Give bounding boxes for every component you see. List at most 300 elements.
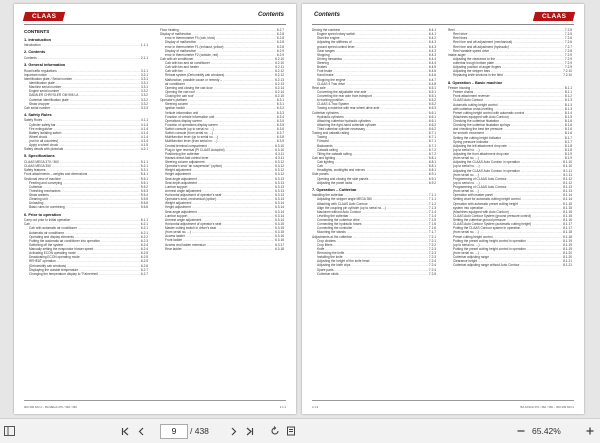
toc-entry-title: Opening and closing the side panels ..... (312, 177, 428, 181)
toc-entry-title: Adjusting the clearance to the ..... (448, 57, 564, 61)
toc-entry-page: 5.2.1 (140, 164, 148, 169)
claas-logo-text: CLAAS (31, 13, 57, 20)
toc-entry-title: Height adjustment ..... (160, 205, 274, 209)
toc-entry-page: 7.2.9 (564, 61, 572, 65)
toc-entry-page: 8.1.17 (563, 222, 572, 227)
toc-entry-title: CLAAS 4-Trac System ..... (312, 102, 428, 106)
toc-entry-page: 6.3.12 (275, 172, 284, 177)
toc-entry-title: Closing the cab roof ..... (160, 94, 274, 98)
toc-entry-page: 6.7.1 (428, 139, 436, 144)
toc-entry-title: (from serial no. ...) ..... (448, 251, 562, 255)
toc-entry-page: 8.1.2 (564, 94, 572, 99)
toc-entry-title: Display of malfunction ..... (160, 40, 276, 44)
toc-entry-title: system into operation ..... (448, 206, 562, 210)
toc-entry-title: Feeder housing ..... (448, 86, 564, 90)
toc-entry-page: 8.1.6 (564, 131, 572, 136)
page-number-input[interactable]: 9 (160, 424, 188, 439)
toc-entry-page: 6.3.12 (275, 168, 284, 173)
toc-entry-title: Switch console (up to serial no. ...) ..... (160, 127, 276, 131)
toc-entry-title: Setting the cutterbar ground pressure ..... (448, 218, 562, 222)
toc-entry-page: 8.1.19 (563, 246, 572, 251)
toc-entry-title: Reel tines ..... (448, 36, 564, 40)
toc-entry-title: Function of operations display screen ..... (160, 123, 276, 127)
toc-entry-page: 6.2.1 (140, 226, 148, 231)
toc-entry-page: 6.3.14 (275, 213, 284, 218)
toc-entry-title: Contents ..... (24, 56, 140, 60)
toc-entry-title: Identification plate ..... (24, 81, 140, 85)
toc-entry-title: Cab lighting ..... (312, 160, 428, 164)
toc-entry-page: 6.4.8 (428, 81, 436, 86)
toc-entry-title: Safety Rules ..... (24, 118, 140, 122)
toc-entry-page: 7.2.10 (563, 73, 572, 78)
toc-entry-title: Spring pressure indicator ..... (448, 140, 564, 144)
claas-logo (23, 12, 65, 21)
toc-entry-page: 6.2.14 (275, 85, 284, 90)
toc-entry[interactable] (448, 73, 572, 77)
toc-entry-title: Operation with automatic preset cutting height ..... (448, 202, 562, 206)
toc-entry-title: Operations display screen ..... (160, 119, 276, 123)
toc-entry-title: Installing the cutterbar ..... (312, 193, 428, 197)
toc-entry-page: 6.2.8 (276, 32, 284, 37)
toc-entry-title: Master cutting switch in driver's seat ..... (160, 226, 274, 230)
toc-entry-page: 6.8.1 (428, 164, 436, 169)
toc-entry-title: Automatic cutting height control ..... (448, 103, 564, 107)
toc-entry-title: Seat depth adjustment ..... (160, 181, 274, 185)
toc-entry-title: Intake auger ..... (448, 53, 564, 57)
toc-entry-title: Mounting the stands ..... (312, 230, 428, 234)
toc-entry-page: 7.2.5 (564, 28, 572, 32)
toc-entry-title: Rear axle ..... (312, 86, 428, 90)
toc-entry-title: (Machines equipped with Auto Contour) ..... (448, 210, 562, 214)
toc-entry-title: Straw walkers ..... (24, 193, 140, 197)
toc-entry-page: 6.3.13 (275, 188, 284, 193)
toc-entry-page: 7.2.10 (563, 69, 572, 74)
toc-section-heading: 2. Contents (24, 50, 46, 55)
toc-entry-title: Reel variable speed drive ..... (448, 49, 564, 53)
toc-entry-title: (from serial no. ...) ..... (448, 230, 562, 234)
toc-entry-title: Feeding and conveying ..... (24, 181, 140, 185)
toc-entry-page: 6.3.15 (275, 226, 284, 230)
toc-entry-title: Driving the combine ..... (312, 28, 428, 32)
toc-entry-page: 6.3.13 (275, 176, 284, 181)
toc-entry-page: 8.1.7 (564, 139, 572, 144)
toc-entry-title: Apply a wheel chock ..... (24, 143, 140, 147)
toc-entry-title: Programming of CLAAS Auto Contour ..... (448, 177, 562, 181)
toc-entry-page: 6.4.6 (428, 69, 436, 74)
toc-entry-title: Cab serial number ..... (24, 106, 140, 110)
toc-entry-title: (up to serial no. ...) ..... (448, 164, 562, 168)
toc-entry-page: 4.1.5 (140, 143, 148, 148)
toc-entry-title: Start the engine ..... (312, 36, 428, 40)
toc-entry-page: 7.2.1 (428, 238, 436, 243)
toc-entry-title: CLAAS MEGA 370 / 360 ..... (24, 160, 140, 164)
toc-column-1 (24, 28, 148, 276)
toc-entry-page: 6.5.1 (428, 89, 436, 94)
toc-entry-page: 6.8.1 (428, 155, 436, 160)
page-header (24, 12, 286, 22)
toc-entry-page: 6.2.8 (276, 44, 284, 49)
toc-entry-page: 7.2.9 (564, 65, 572, 70)
toc-entry-page: 6.3.18 (275, 246, 284, 251)
toc-entry[interactable] (24, 147, 148, 151)
toc-entry-title: Cutterbar cylinders ..... (312, 111, 428, 115)
toc-entry-title: Battery isolating switch ..... (24, 131, 140, 135)
first-page-icon[interactable] (118, 419, 132, 443)
toc-entry[interactable] (24, 205, 148, 209)
toc-entry-page: 6.3.6 (276, 127, 284, 131)
toc-entry-title: Reel drive ..... (448, 32, 564, 36)
toc-entry-title: for smooth movement ..... (448, 131, 564, 135)
toc-entry-page: 6.3.10 (275, 143, 284, 148)
last-page-icon[interactable] (242, 419, 256, 443)
header-divider (24, 24, 286, 25)
toc-entry-page: 8.1.6 (564, 119, 572, 124)
toc-entry-page: 3.3.2 (140, 101, 148, 106)
toc-entry-page: 2.1.1 (140, 55, 148, 60)
toc-entry-page: 7.1.2 (428, 201, 436, 206)
toc-entry-page: 3.3.1 (140, 76, 148, 81)
toc-entry-page: 6.7.2 (428, 147, 436, 152)
toc-entry-title: Adjustments at the cutterbar ..... (312, 235, 428, 239)
zoom-in-icon[interactable] (582, 419, 598, 443)
toc-entry-title: Headlights, worklights and mirrors ..... (312, 168, 428, 172)
toc-entry-title: Unloading ..... (24, 201, 140, 205)
toc-entry-title: Reel ..... (448, 28, 564, 32)
toc-entry-title: Access ladder ..... (160, 234, 274, 238)
toc-entry-page: 8.1.6 (564, 123, 572, 128)
toc-entry-page: 4.1.4 (140, 122, 148, 127)
toc-entry-page: 8.1.18 (563, 230, 572, 235)
toc-entry-title: Fire extinguisher ..... (24, 127, 140, 131)
toc-entry-title: Plug-in type reversal (PI CLAAS Autopilot) ..... (160, 148, 274, 152)
toc-section-heading: CONTENTS (24, 30, 50, 34)
toc-entry-page: 3.3.2 (140, 97, 148, 102)
toc-entry-page: 7.1.7 (428, 230, 436, 235)
toc-entry-title: Programming of CLAAS Auto Contour ..... (448, 185, 562, 189)
toc-entry-page: 6.2.1 (140, 222, 148, 227)
toc-entry-title: Machine serial number ..... (24, 85, 140, 89)
toc-entry-page: 3.1.1 (140, 68, 148, 73)
toc-entry[interactable] (160, 247, 284, 251)
toc-entry-title: Display of malfunction ..... (160, 49, 276, 53)
toc-entry-page: 5.5.4 (140, 193, 148, 198)
toc-entry-page: 6.6.1 (428, 118, 436, 123)
toc-entry-page: 6.8.1 (428, 160, 436, 164)
toc-entry-page: 6.2.8 (276, 36, 284, 41)
toc-entry-title: CLAAS MEGA 350 ..... (24, 164, 140, 168)
toc-entry[interactable] (24, 56, 148, 60)
toc-entry-title: Towing ..... (312, 135, 428, 139)
toc-entry-title: and checking the best tire pressure ..... (448, 127, 564, 131)
toc-entry-title: Cab ..... (24, 222, 140, 226)
toc-entry-title: Access and ladder extension ..... (160, 243, 274, 247)
toc-entry-page: 6.2.14 (275, 89, 284, 94)
toc-entry-page: 6.2.4 (140, 247, 148, 252)
toc-entry-page: 8.1.21 (563, 263, 572, 268)
toc-entry-page: 6.7.2 (428, 151, 436, 156)
toc-entry-page: 6.9.2 (428, 180, 436, 185)
toc-entry-title: CLAAS Auto Contour System (ground pressure control) ..... (448, 214, 562, 218)
toc-entry-title: Reel fore and aft adjustment (mechanical) ..... (448, 40, 564, 44)
toc-entry-page: 8.1.18 (563, 234, 572, 239)
toc-entry-page: 6.2.1 (140, 230, 148, 235)
toc-entry-title: Removing the knife ..... (312, 251, 428, 255)
toc-entry-page: 6.2.12 (275, 73, 284, 78)
toc-entry-title: Adjusting the stiffness of ..... (312, 40, 428, 44)
sidebar-toggle-icon[interactable] (0, 419, 18, 443)
claas-logo-text: CLAAS (541, 13, 567, 20)
toc-entry-page: 8.1.19 (563, 242, 572, 247)
toc-entry-page: 6.6.1 (428, 114, 436, 119)
toc-entry-title: Third cutterbar cylinder necessary ..... (312, 127, 428, 131)
toc-entry-title: Identification plate / Serial number ..... (24, 77, 140, 81)
toc-entry-title: Backwards ..... (312, 144, 428, 148)
toc-entry-title: error in thermometer F1 (exhaust, yellow) ..... (160, 45, 276, 49)
toc-entry-title: Steering ..... (312, 61, 428, 65)
toc-section-heading: 1. Introduction (24, 37, 52, 42)
toc-entry[interactable] (312, 272, 436, 276)
toc-entry-page: 7.2.3 (428, 255, 436, 260)
toc-entry-title: Adjusting the CLAAS Auto Contour in operation ..... (448, 160, 562, 164)
toc-entry-page: 6.4.4 (428, 56, 436, 61)
toc-entry[interactable] (448, 263, 572, 267)
toc-entry-title: Foot brake ..... (312, 69, 428, 73)
page-count: / 438 (190, 426, 209, 436)
toc-entry-page: 6.6.2 (428, 122, 436, 127)
toc-entry-page: 8.1.9 (564, 156, 572, 161)
toc-entry-title: Positioning the cutterbar ..... (160, 152, 274, 156)
footer-divider (312, 400, 574, 401)
toc-entry-page: 6.3.14 (275, 217, 284, 222)
toc-entry-page: 4.1.1 (140, 118, 148, 123)
toc-entry-title: air conditioner ..... (160, 82, 274, 86)
toc-entry-page: 6.3.14 (275, 205, 284, 210)
toc-entry-page: 8.1.6 (564, 127, 572, 132)
toc-entry-title: Rear ladder ..... (160, 247, 274, 251)
toc-entry-title: Setting the cutting height indicator ..... (448, 136, 564, 140)
toc-entry-page: 7.1.6 (428, 226, 436, 231)
toc-entry-page: 8.1.14 (563, 197, 572, 202)
toc-entry-page: 6.1.1 (140, 218, 148, 223)
toc-column-2 (160, 28, 284, 251)
toc-entry-title: Align the coupling pin cylinder (up to serial no....) ..... (312, 206, 428, 210)
toc-entry-title: Knife ..... (312, 247, 428, 251)
toc-entry-page: 8.1.7 (564, 135, 572, 140)
toc-entry-title: Cab ..... (312, 164, 428, 168)
toc-entry-title: (up to serial no. ...) ..... (448, 243, 562, 247)
toc-entry-page: 6.4.3 (428, 40, 436, 45)
toc-entry-page: 6.4.6 (428, 73, 436, 78)
toc-entry-title: Side panels ..... (312, 172, 428, 176)
toc-entry-title: Switch console (from serial no. ...) ..... (160, 131, 276, 135)
toc-entry-page: 8.1.4 (564, 110, 572, 115)
toc-entry-page: 8.1.15 (563, 209, 572, 214)
toc-entry-page: 6.3.13 (275, 180, 284, 185)
toc-entry[interactable] (24, 272, 148, 276)
page-footer-right: BA 10/91A 370 / 360 / 350 – 000 299 623 2 (520, 405, 574, 409)
toc-entry-page: 6.3.15 (275, 221, 284, 226)
toc-entry-page: 6.3.10 (275, 147, 284, 152)
toc-entry-page: 6.4.5 (428, 65, 436, 70)
toc-entry-title: Adjusting the height of the knife head ..... (312, 259, 428, 263)
toc-entry-page: 5.5.6 (140, 205, 148, 210)
toc-entry-page: 8.1.3 (564, 102, 572, 107)
toc-entry-page: 5.4.1 (140, 172, 148, 177)
toc-entry-title: DAIMLER CHRYSLER OM 906 LA ..... (24, 93, 140, 97)
toc-entry-title: Forward ..... (312, 139, 428, 143)
toc-entry-title: Engine serial number ..... (24, 89, 140, 93)
toc-entry-page: 8.1.12 (563, 176, 572, 181)
toc-entry-title: Replacing knife sections in the field ..... (448, 73, 562, 77)
toc-entry-title: Front ladder ..... (160, 238, 274, 242)
page-title: Contents (258, 12, 284, 18)
toc-entry-title: Putting the preset cutting height control in operation ..... (448, 247, 562, 251)
toc-entry-page: 8.1.16 (563, 213, 572, 218)
toc-entry-title: Attaching with CLAAS Auto Contour ..... (312, 202, 428, 206)
toc-entry-title: Multifunction lever (from serial no. ...) ..... (160, 139, 276, 143)
toc-entry-page: 4.1.4 (140, 126, 148, 131)
toc-entry-title: Connecting the cutterbar drive ..... (312, 218, 428, 222)
toc-entry-title: Engine speed rotary switch ..... (312, 32, 428, 36)
toc-entry-page: 6.4.7 (428, 77, 436, 82)
document-page-left (14, 4, 296, 414)
toc-entry-page: 6.4.1 (428, 32, 436, 37)
toc-entry-title: Towing a machine with rear wheel drive axle ..... (312, 106, 428, 110)
toc-entry-title: Cleaning unit ..... (24, 197, 140, 201)
toc-entry-title: Preset cutting height control ..... (448, 235, 562, 239)
toc-entry-page: 5.5.2 (140, 184, 148, 189)
toc-entry-title: Checking the cutterbar floatation ..... (448, 119, 564, 123)
toc-entry-page: 6.2.5 (140, 259, 148, 264)
toc-entry-page: 8.1.11 (563, 168, 572, 173)
toc-entry-page: 7.1.1 (428, 193, 436, 198)
toc-entry-title: Crop dividers ..... (312, 239, 428, 243)
toc-entry[interactable] (312, 181, 436, 185)
toc-entry-title: Cutterbar identification plate ..... (24, 98, 140, 102)
toc-entry-title: Basic rules for combining ..... (24, 205, 140, 209)
toc-entry-title: Floor heating ..... (160, 28, 276, 32)
toc-entry-page: 6.2.11 (275, 65, 284, 70)
zoom-level[interactable]: 65.42% (532, 426, 561, 436)
toc-entry-title: Horizontal adjustment of operator's seat ..... (160, 222, 274, 226)
toc-entry-title: Straw chopper ..... (24, 102, 140, 106)
next-page-icon[interactable] (226, 419, 240, 443)
toc-entry-title: Sectional view of machine ..... (24, 177, 140, 181)
toc-entry-page: 6.3.5 (276, 118, 284, 123)
footer-divider (24, 400, 286, 401)
toc-entry-page: 7.1.5 (428, 218, 436, 223)
toc-entry[interactable] (24, 106, 148, 110)
rotate-icon[interactable] (268, 419, 282, 443)
toc-entry-page: 6.8.1 (428, 168, 436, 173)
toc-entry-title: Stopping ..... (312, 53, 428, 57)
toc-entry-title: Horizontal adjustment of operator's seat ..... (160, 193, 274, 197)
toc-entry-title: Catwalk railing ..... (312, 148, 428, 152)
toc-entry-page: 7.1.4 (428, 209, 436, 214)
toc-entry-title: (from serial no. ...) ..... (448, 189, 562, 193)
toc-section-heading: 6. Prior to operation (24, 212, 61, 217)
toc-entry-title: Attaching the right-hand cutterbar cylinder ..... (312, 123, 428, 127)
previous-page-icon[interactable] (134, 419, 148, 443)
toc-entry-page: 8.1.1 (564, 90, 572, 95)
toc-entry-page: 6.2.13 (275, 77, 284, 82)
toc-entry-title: Stopping the engine ..... (312, 78, 428, 82)
toc-entry-page: 7.1.6 (428, 222, 436, 227)
toc-entry-page: 6.3.15 (275, 230, 284, 235)
toc-entry-page: 6.3.11 (275, 155, 284, 160)
toc-entry-page: 8.1.10 (563, 164, 572, 169)
toc-entry-title: Brakes ..... (312, 65, 428, 69)
toc-section-heading: 3. General information (24, 63, 66, 68)
toc-entry-title: Opening and closing the cab door ..... (160, 86, 274, 90)
toc-entry-page: 7.2.3 (428, 246, 436, 251)
toc-entry-page: 7.2.9 (564, 56, 572, 61)
toc-entry-page: 6.2.13 (275, 81, 284, 86)
toc-entry-page: 6.3.9 (276, 139, 284, 144)
toc-entry[interactable] (24, 43, 148, 47)
toc-entry-page: 8.1.17 (563, 226, 572, 231)
toc-entry-page: 7.1.4 (428, 213, 436, 218)
toc-entry-title: Adjusting the knife clips ..... (312, 263, 428, 267)
toc-entry-title: Putting the CLAAS Contour system in operation ..... (448, 226, 562, 230)
toc-entry-page: 1.1.1 (140, 43, 148, 48)
toc-entry-page: 6.7.1 (428, 143, 436, 148)
toc-entry-title: Front attachment reverser ..... (448, 94, 564, 98)
toc-entry-page: 6.3.3 (276, 110, 284, 115)
toc-entry-title: (Dehumidify cab windows) ..... (24, 264, 140, 268)
toc-entry-title: Operator's platform ..... (160, 98, 276, 102)
toc-entry-title: Armrest angle adjustment ..... (160, 189, 274, 193)
toc-entry-title: (from serial no. ...) ..... (448, 156, 564, 160)
toc-entry-page: 6.2.15 (275, 94, 284, 98)
toc-entry-title: CLAAS 4 Trac drive ..... (312, 82, 428, 86)
toc-entry-title: Operator's seat "air suspension" (option) ..... (160, 164, 274, 168)
toc-entry-page: 6.6.1 (428, 110, 436, 115)
toc-entry-page: 8.1.8 (564, 147, 572, 152)
fit-page-icon[interactable] (284, 419, 298, 443)
zoom-out-icon[interactable] (514, 419, 528, 443)
toc-entry-page: 6.3.5 (276, 122, 284, 127)
toc-entry-title: Preset cutting height control with automatic control ..... (448, 111, 564, 115)
toc-entry-title: Machines without Auto Contour ..... (312, 210, 428, 214)
toc-entry-page: 7.2.3 (428, 251, 436, 256)
document-page-right (302, 4, 584, 414)
toc-entry-title: Road traffic regulations ..... (24, 69, 140, 73)
toc-entry-page: 6.2.9 (276, 48, 284, 53)
toc-entry-page: 6.3.17 (275, 242, 284, 247)
toc-entry-title: Manually setting the evaporator blower speed ..... (24, 247, 140, 251)
toc-entry-page: 3.3.1 (140, 85, 148, 90)
toc-entry-title: error in thermometer F2 (outside, red) ..... (160, 53, 276, 57)
toc-entry-title: Cutterbar adjusting range ..... (448, 255, 562, 259)
toc-entry-page: 8.1.8 (564, 143, 572, 148)
toc-entry-title: Wheel chock ..... (24, 135, 140, 139)
toc-entry-title: CLAAS Auto Contour ..... (448, 98, 564, 102)
toc-entry-title: Attaching cutterbar hydraulic cylinders ..... (312, 119, 428, 123)
toc-entry-title: Height adjustment ..... (160, 172, 274, 176)
toc-section-heading: 7. Operation – Cutterbar (312, 187, 357, 192)
toc-entry-page: 6.2.4 (140, 242, 148, 247)
toc-entry-page: 7.2.8 (564, 48, 572, 53)
toc-entry-page: 6.3.1 (276, 98, 284, 103)
page-footer-left: 000 299 623 2 – BA MEGA 370 / 360 / 350 (24, 405, 77, 409)
toc-entry-title: Converting the adjustable rear axle ..... (312, 90, 428, 94)
toc-entry-page: 6.3.7 (276, 131, 284, 136)
toc-entry-page: 5.1.1 (140, 160, 148, 165)
toc-entry-title: Setting chart for automatic cutting height control ..... (448, 197, 562, 201)
toc-entry-page: 3.3.2 (140, 93, 148, 98)
toc-entry-page: 8.1.13 (563, 185, 572, 190)
